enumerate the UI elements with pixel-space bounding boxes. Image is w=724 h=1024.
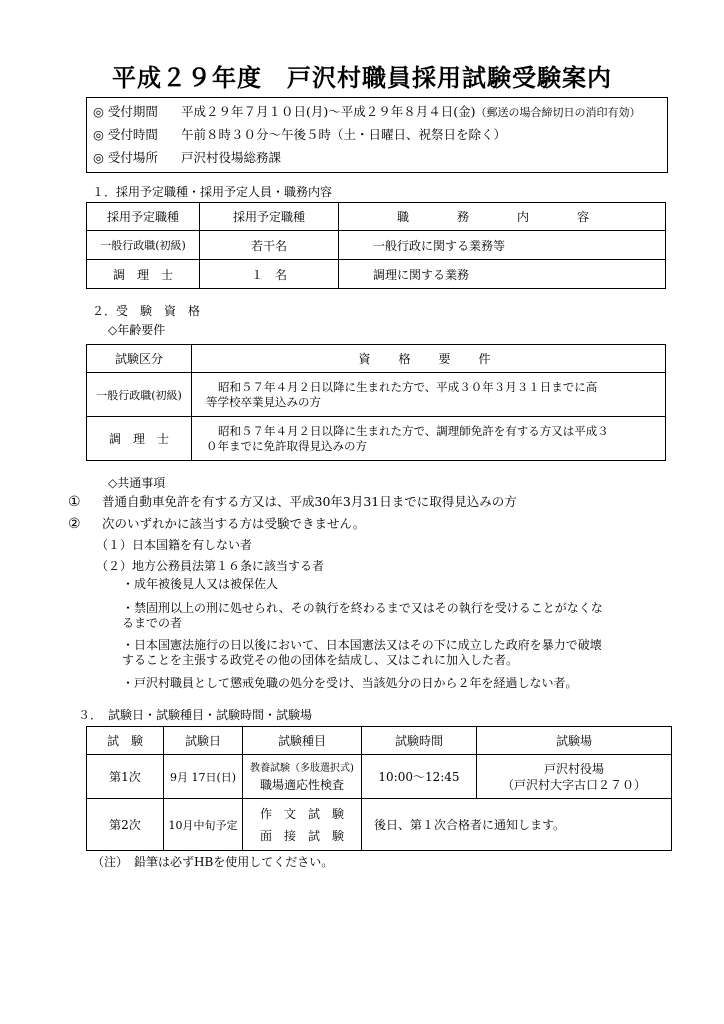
row-type: 一般行政職(初級) — [87, 231, 200, 260]
item-number: ② — [68, 516, 81, 532]
common-item-1 — [68, 492, 517, 510]
bullet-line: るまでの者 — [122, 616, 183, 630]
item-number: ① — [68, 494, 81, 510]
venue-line: 戸沢村役場 — [543, 761, 604, 776]
reception-info-box — [86, 97, 668, 173]
row-date: 10月中旬予定 — [164, 799, 243, 851]
item-text: 普通自動車免許を有する方又は、平成30年3月31日までに取得見込みの方 — [102, 494, 517, 509]
col-header-date: 試験日 — [164, 727, 243, 755]
reception-period — [93, 102, 641, 120]
table-header-row — [87, 727, 672, 755]
place-label: ◎ 受付場所 — [93, 150, 158, 165]
row-category: 調 理 士 — [87, 417, 192, 461]
period-note: （郵送の場合締切日の消印有効） — [475, 106, 641, 119]
col-header-category: 試験区分 — [87, 345, 192, 373]
bullet-line: ・禁固刑以上の刑に処せられ、その執行を終わるまで又はその執行を受けることがなくな — [122, 601, 603, 615]
row-stage: 第2次 — [87, 799, 164, 851]
disqualification-bullet — [122, 638, 662, 668]
section1-heading: １．採用予定職種・採用予定人員・職務内容 — [92, 185, 333, 199]
place-value: 戸沢村役場総務課 — [181, 150, 282, 165]
row-subject — [243, 755, 362, 799]
row-type: 調 理 士 — [87, 260, 200, 289]
col-header-count: 採用予定職種 — [200, 203, 339, 231]
positions-table — [86, 202, 666, 289]
row-venue — [477, 755, 672, 799]
bullet-line: ・成年被後見人又は被保佐人 — [122, 577, 279, 591]
row-time: 10:00～12:45 — [362, 755, 477, 799]
qualifications-table — [86, 344, 666, 461]
item-text: 次のいずれかに該当する方は受験できません。 — [102, 516, 366, 531]
disqualification-bullet — [122, 601, 662, 631]
disqualification-2: （２）地方公務員法第１６条に該当する者 — [96, 559, 325, 573]
col-header-subject: 試験種目 — [243, 727, 362, 755]
row-requirement — [192, 373, 666, 417]
period-label: ◎ 受付期間 — [93, 104, 158, 119]
table-row — [87, 373, 666, 417]
table-header-row — [87, 345, 666, 373]
venue-line: （戸沢村大字古口２７０） — [501, 777, 646, 792]
bullet-line: ・日本国憲法施行の日以後において、日本国憲法又はその下に成立した政府を暴力で破壊 — [122, 638, 602, 652]
period-value: 平成２９年７月１０日(月)～平成２９年８月４日(金) — [181, 104, 476, 119]
subject-line: 職場適応性検査 — [259, 777, 344, 792]
bullet-line: することを主張する政党その他の団体を結成し、又はこれに加入した者。 — [122, 653, 519, 667]
col-header-time: 試験時間 — [362, 727, 477, 755]
row-date: 9月 17日(日) — [164, 755, 243, 799]
subject-line: 面 接 試 験 — [259, 828, 344, 843]
row-category: 一般行政職(初級) — [87, 373, 192, 417]
table-row — [87, 231, 666, 260]
col-header-requirements: 資 格 要 件 — [192, 345, 666, 373]
row-requirement — [192, 417, 666, 461]
subject-line: 作 文 試 験 — [259, 806, 344, 821]
footnote: （注） 鉛筆は必ずHBを使用してください。 — [92, 855, 334, 869]
col-header-venue: 試験場 — [477, 727, 672, 755]
table-row — [87, 260, 666, 289]
time-label: ◎ 受付時間 — [93, 127, 158, 142]
table-row — [87, 755, 672, 799]
row-stage: 第1次 — [87, 755, 164, 799]
exam-schedule-table — [86, 726, 672, 851]
age-requirements-heading: ◇年齢要件 — [108, 323, 166, 337]
subject-line: 教養試験（多肢選択式) — [250, 762, 354, 774]
row-duty: 一般行政に関する業務等 — [339, 231, 666, 260]
page-title: 平成２９年度 戸沢村職員採用試験受験案内 — [112, 63, 612, 92]
col-header-type: 採用予定職種 — [87, 203, 200, 231]
row-subject — [243, 799, 362, 851]
time-value: 午前８時３０分～午後５時（土・日曜日、祝祭日を除く） — [181, 127, 507, 142]
row-count: １ 名 — [200, 260, 339, 289]
requirement-line: ０年までに免許取得見込みの方 — [206, 438, 367, 453]
reception-time — [93, 125, 506, 143]
common-requirements-heading: ◇共通事項 — [108, 476, 166, 490]
disqualification-bullet — [122, 577, 662, 592]
section2-heading: ２．受 験 資 格 — [92, 304, 201, 318]
col-header-stage: 試 験 — [87, 727, 164, 755]
table-row — [87, 799, 672, 851]
disqualification-bullet — [122, 676, 662, 691]
section3-heading: ３． 試験日・試験種目・試験時間・試験場 — [78, 708, 313, 722]
requirement-line: 昭和５７年４月２日以降に生まれた方で、調理師免許を有する方又は平成３ — [218, 423, 609, 438]
common-item-2 — [68, 514, 365, 532]
table-row — [87, 417, 666, 461]
requirement-line: 等学校卒業見込みの方 — [206, 394, 321, 409]
row-count: 若干名 — [200, 231, 339, 260]
disqualification-1: （１）日本国籍を有しない者 — [96, 538, 253, 552]
bullet-line: ・戸沢村職員として懲戒免職の処分を受け、当該処分の日から２年を経過しない者。 — [122, 676, 578, 690]
row-notice: 後日、第１次合格者に通知します。 — [362, 799, 672, 851]
col-header-duty: 職 務 内 容 — [339, 203, 666, 231]
requirement-line: 昭和５７年４月２日以降に生まれた方で、平成３０年３月３１日までに高 — [218, 379, 598, 394]
row-duty: 調理に関する業務 — [339, 260, 666, 289]
reception-place — [93, 148, 281, 166]
table-header-row — [87, 203, 666, 231]
